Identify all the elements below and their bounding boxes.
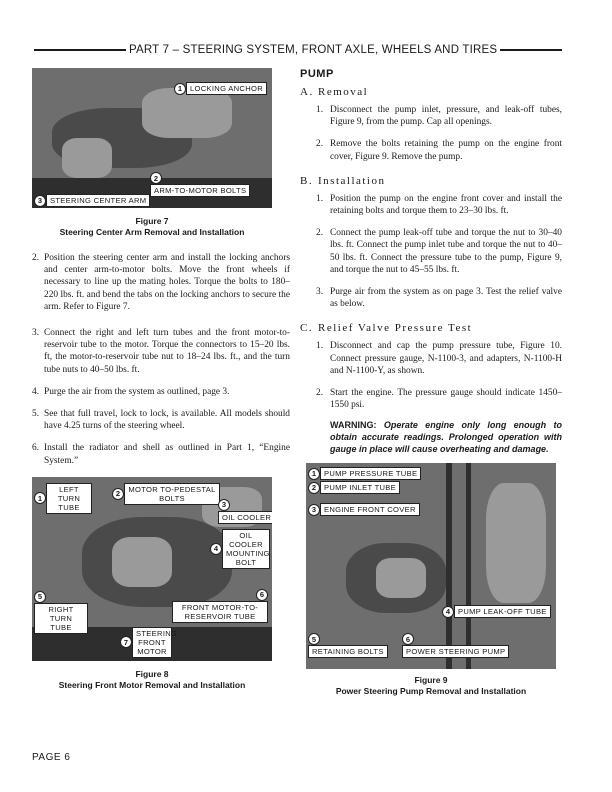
header-rule-left — [34, 49, 126, 51]
fig8-callout-right-turn-tube: 5 RIGHT TURN TUBE — [34, 591, 88, 634]
installation-heading: B. Installation — [300, 174, 386, 187]
figure-7-caption: Steering Center Arm Removal and Installation — [59, 227, 245, 237]
page-header — [34, 42, 562, 58]
fig9-callout-retaining-bolts: 5 RETAINING BOLTS — [308, 633, 388, 658]
fig9-callout-pump-pressure-tube: 1 PUMP PRESSURE TUBE — [308, 467, 421, 480]
fig8-callout-front-motor-to-reservoir-tube: 6 FRONT MOTOR-TO-RESERVOIR TUBE — [172, 589, 268, 623]
fig9-callout-power-steering-pump: 6 POWER STEERING PUMP — [402, 633, 509, 658]
figure-8-caption: Steering Front Motor Removal and Installation — [58, 679, 246, 690]
removal-step-1: 1. Disconnect the pump inlet, pressure, and leak-off tubes, Figure 9, from the pump. Cap all openings. — [316, 105, 562, 128]
step-3: 3. Connect the right and left turn tubes and the front motor-to-reservoir tube to the motor. Torque the connectors to 15–20 lbs. ft, the motor-to-reservoir tube nut to 18–24 lbs. ft., and the turn tube nuts to 40–50 lbs. ft. — [32, 328, 290, 375]
figure-8-title: Figure 8 — [135, 668, 169, 679]
figure-9-title: Figure 9 — [414, 675, 448, 686]
figure-7-title: Figure 7 — [135, 216, 169, 226]
right-column — [300, 68, 562, 697]
step-2: 2. Position the steering center arm and install the locking anchors and center arm-to-motor bolts. Move the front wheels if necessary to line up the mating holes. Torque the bolts to 180–220 lbs. ft. and bend the tabs on the locking anchors to secure the arm. Refer to Figure 7. — [32, 253, 290, 312]
warning-text: Operate engine only long enough to obtain accurate readings. Prolonged operation with gauge in place will cause overheating and damage. — [330, 420, 562, 455]
installation-step-3: 3. Purge air from the system as on page 3. Test the relief valve as below. — [316, 287, 562, 310]
removal-step-2: 2. Remove the bolts retaining the pump on the engine front cover, Figure 9. Remove the pump. — [316, 139, 562, 162]
installation-step-2: 2. Connect the pump leak-off tube and torque the nut to 30–40 lbs. ft. Connect the pump inlet tube and torque the nut to 40–50 lbs. ft. Connect the pressure tube to the pump, Figure 9, and torque the nut to 45–55 lbs. ft. — [316, 228, 562, 275]
fig7-callout-arm-to-motor-bolts: 2 ARM-TO-MOTOR BOLTS — [150, 172, 250, 197]
header-rule-right — [500, 49, 562, 51]
relief-step-2: 2. Start the engine. The pressure gauge should indicate 1450–1550 psi. — [316, 388, 562, 411]
left-column — [32, 68, 290, 691]
fig7-callout-steering-center-arm: 3 STEERING CENTER ARM — [34, 194, 150, 207]
fig8-callout-oil-cooler: 3 OIL COOLER — [218, 499, 272, 524]
relief-valve-heading: C. Relief Valve Pressure Test — [300, 322, 473, 335]
figure-8-photo — [32, 477, 272, 661]
fig9-callout-engine-front-cover: 3 ENGINE FRONT COVER — [308, 503, 420, 516]
fig8-callout-left-turn-tube: 1 LEFT TURN TUBE — [34, 483, 92, 514]
warning-label: WARNING: — [330, 420, 377, 431]
figure-9-photo — [306, 463, 556, 669]
page-title: PART 7 – STEERING SYSTEM, FRONT AXLE, WHEELS AND TIRES — [129, 44, 498, 56]
figure-9-caption: Power Steering Pump Removal and Installation — [335, 686, 527, 697]
installation-step-1: 1. Position the pump on the engine front cover and install the retaining bolts and torque them to 23–30 lbs. ft. — [316, 193, 562, 217]
warning-note — [300, 419, 562, 455]
fig8-callout-oil-cooler-mounting-bolt: 4 OIL COOLER MOUNTING BOLT — [210, 529, 270, 569]
fig8-callout-steering-front-motor: 7 STEERING FRONT MOTOR — [120, 627, 172, 658]
pump-section-title: PUMP — [300, 68, 334, 80]
step-5: 5. See that full travel, lock to lock, is available. All models should have 4.25 turns of the steering wheel. — [32, 409, 290, 432]
figure-7-photo — [32, 68, 272, 208]
fig9-callout-pump-leak-off-tube: 4 PUMP LEAK-OFF TUBE — [442, 605, 551, 618]
page-number: PAGE 6 — [32, 752, 71, 763]
fig7-callout-locking-anchor: 1 LOCKING ANCHOR — [174, 82, 267, 95]
fig9-callout-pump-inlet-tube: 2 PUMP INLET TUBE — [308, 481, 400, 494]
relief-step-1: 1. Disconnect and cap the pump pressure tube, Figure 10. Connect pressure gauge, N-1100-3, and adapters, N-1100-H and N-1100-Y, as shown. — [316, 341, 562, 376]
fig8-callout-motor-to-pedestal-bolts: 2 MOTOR TO-PEDESTAL BOLTS — [112, 483, 220, 505]
step-6: 6. Install the radiator and shell as outlined in Part 1, “Engine System.” — [32, 443, 290, 466]
step-4: 4. Purge the air from the system as outlined, page 3. — [32, 386, 230, 397]
removal-heading: A. Removal — [300, 86, 369, 98]
